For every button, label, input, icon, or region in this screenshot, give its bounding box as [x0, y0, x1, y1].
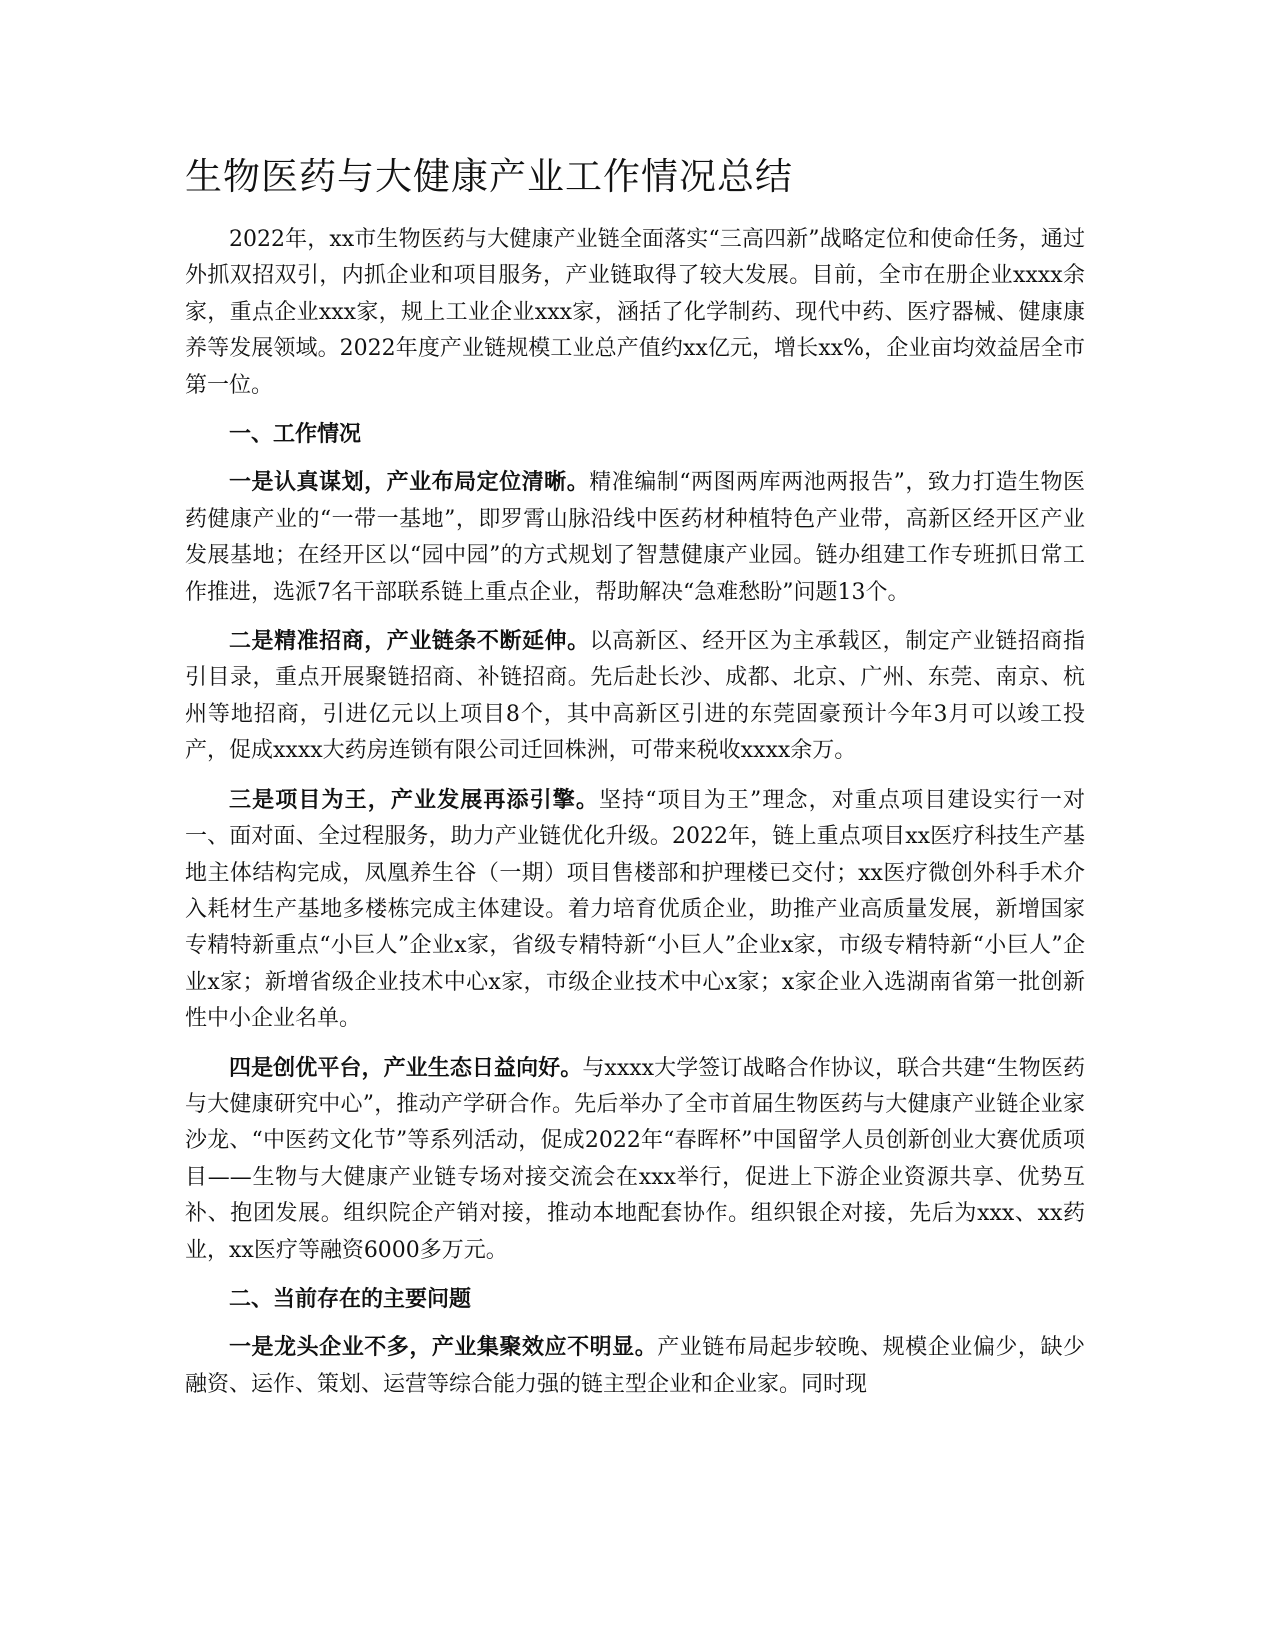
problem-item-lead: 一是龙头企业不多，产业集聚效应不明显。	[229, 1334, 658, 1361]
section-heading-work-status: 一、工作情况	[229, 421, 362, 448]
document-title: 生物医药与大健康产业工作情况总结	[185, 155, 793, 198]
work-item-lead: 二是精准招商，产业链条不断延伸。	[229, 628, 590, 655]
work-item-investment	[185, 623, 1085, 770]
work-item-text: 坚持“项目为王”理念，对重点项目建设实行一对一、面对面、全过程服务，助力产业链优化升级。2022年，链上重点项目xx医疗科技生产基地主体结构完成，凤凰养生谷（一期）项目售楼部和护理楼已交付；xx医疗微创外科手术介入耗材生产基地多楼栋完成主体建设。着力培育优质企业，助推产业高质量发展，新增国家专精特新重点“小巨人”企业x家，省级专精特新“小巨人”企业x家，市级专精特新“小巨人”企业x家；新增省级企业技术中心x家，市级企业技术中心x家；x家企业入选湖南省第一批创新性中小企业名单。	[185, 787, 1085, 1032]
work-item-text: 以高新区、经开区为主承载区，制定产业链招商指引目录，重点开展聚链招商、补链招商。先后赴长沙、成都、北京、广州、东莞、南京、杭州等地招商，引进亿元以上项目8个，其中高新区引进的东莞固豪预计今年3月可以竣工投产，促成xxxx大药房连锁有限公司迁回株洲，可带来税收xxxx余万。	[185, 629, 1085, 764]
work-item-platform	[185, 1050, 1085, 1269]
work-item-lead: 四是创优平台，产业生态日益向好。	[229, 1054, 583, 1081]
work-item-planning	[185, 464, 1085, 611]
work-item-text: 与xxxx大学签订战略合作协议，联合共建“生物医药与大健康研究中心”，推动产学研合作。先后举办了全市首届生物医药与大健康产业链企业家沙龙、“中医药文化节”等系列活动，促成2022年“春晖杯”中国留学人员创新创业大赛优质项目——生物与大健康产业链专场对接交流会在xxx举行，促进上下游企业资源共享、优势互补、抱团发展。组织院企产销对接，推动本地配套协作。组织银企对接，先后为xxx、xx药业，xx医疗等融资6000多万元。	[185, 1055, 1085, 1263]
document-body	[185, 222, 1085, 1415]
section-heading-main-problems: 二、当前存在的主要问题	[229, 1285, 472, 1312]
intro-paragraph: 2022年，xx市生物医药与大健康产业链全面落实“三高四新”战略定位和使命任务，通过外抓双招双引，内抓企业和项目服务，产业链取得了较大发展。目前，全市在册企业xxxx余家，重点企业xxx家，规上工业企业xxx家，涵括了化学制药、现代中药、医疗器械、健康康养等发展领域。2022年度产业链规模工业总产值约xx亿元，增长xx%，企业亩均效益居全市第一位。	[185, 227, 1085, 398]
work-item-lead: 三是项目为王，产业发展再添引擎。	[229, 786, 599, 813]
document-page	[185, 0, 1085, 1650]
work-item-projects	[185, 782, 1085, 1038]
problem-item-leading-enterprises	[185, 1329, 1085, 1403]
work-item-text: 精准编制“两图两库两池两报告”，致力打造生物医药健康产业的“一带一基地”，即罗霄山脉沿线中医药材种植特色产业带，高新区经开区产业发展基地；在经开区以“园中园”的方式规划了智慧健康产业园。链办组建工作专班抓日常工作推进，选派7名干部联系链上重点企业，帮助解决“急难愁盼”问题13个。	[185, 470, 1085, 605]
problem-item-text: 产业链布局起步较晚、规模企业偏少，缺少融资、运作、策划、运营等综合能力强的链主型企业和企业家。同时现	[185, 1335, 1085, 1397]
work-item-lead: 一是认真谋划，产业布局定位清晰。	[229, 469, 590, 496]
